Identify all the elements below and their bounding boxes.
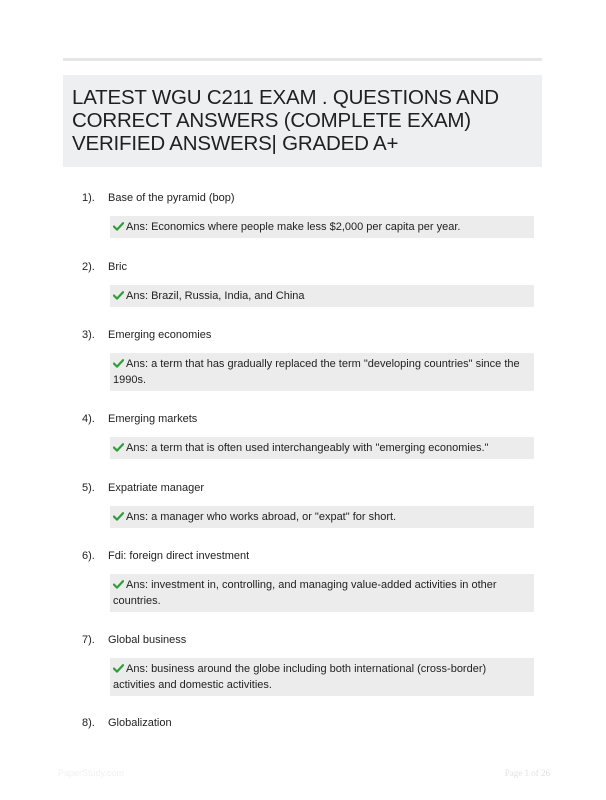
question-text: Global business bbox=[108, 634, 187, 646]
answer-text: Ans: a term that is often used interchangeably with "emerging economies." bbox=[126, 442, 489, 454]
question-number: 5). bbox=[82, 482, 95, 494]
question-text: Emerging markets bbox=[108, 413, 198, 425]
footer-watermark: PaperStudy.com bbox=[58, 768, 124, 778]
check-icon bbox=[113, 512, 124, 521]
page-title: LATEST WGU C211 EXAM . QUESTIONS AND CORRECT ANSWERS (COMPLETE EXAM) VERIFIED ANSWERS| GRADED A+ bbox=[72, 86, 499, 155]
question-number: 2). bbox=[82, 261, 95, 273]
check-icon bbox=[113, 580, 124, 589]
question-number: 6). bbox=[82, 550, 95, 562]
question-number: 3). bbox=[82, 329, 95, 341]
answer-text: Ans: investment in, controlling, and managing value-added activities in other countries. bbox=[113, 579, 497, 607]
answer-box bbox=[110, 574, 534, 612]
question-number: 7). bbox=[82, 634, 95, 646]
check-icon bbox=[113, 222, 124, 231]
answer-box bbox=[110, 216, 534, 238]
answer-box bbox=[110, 658, 534, 696]
question-text: Globalization bbox=[108, 717, 172, 729]
answer-text: Ans: Economics where people make less $2,000 per capita per year. bbox=[126, 221, 461, 233]
check-icon bbox=[113, 359, 124, 368]
answer-box bbox=[110, 285, 534, 307]
check-icon bbox=[113, 664, 124, 673]
question-text: Base of the pyramid (bop) bbox=[108, 192, 235, 204]
question-text: Fdi: foreign direct investment bbox=[108, 550, 250, 562]
answer-box bbox=[110, 506, 534, 528]
answer-text: Ans: a manager who works abroad, or "expat" for short. bbox=[126, 511, 397, 523]
top-divider bbox=[63, 58, 542, 61]
answer-box bbox=[110, 437, 534, 459]
answer-text: Ans: business around the globe including both international (cross-border) activities and domestic activities. bbox=[113, 663, 487, 691]
question-text: Bric bbox=[108, 261, 127, 273]
answer-text: Ans: Brazil, Russia, India, and China bbox=[126, 290, 305, 302]
question-text: Expatriate manager bbox=[108, 482, 204, 494]
answer-box bbox=[110, 353, 534, 391]
check-icon bbox=[113, 443, 124, 452]
title-banner bbox=[63, 75, 542, 167]
question-text: Emerging economies bbox=[108, 329, 212, 341]
question-number: 4). bbox=[82, 413, 95, 425]
page-number: Page 1 of 26 bbox=[504, 768, 550, 778]
answer-text: Ans: a term that has gradually replaced the term "developing countries" since the 1990s. bbox=[113, 358, 520, 386]
check-icon bbox=[113, 291, 124, 300]
question-number: 8). bbox=[82, 717, 95, 729]
question-number: 1). bbox=[82, 192, 95, 204]
